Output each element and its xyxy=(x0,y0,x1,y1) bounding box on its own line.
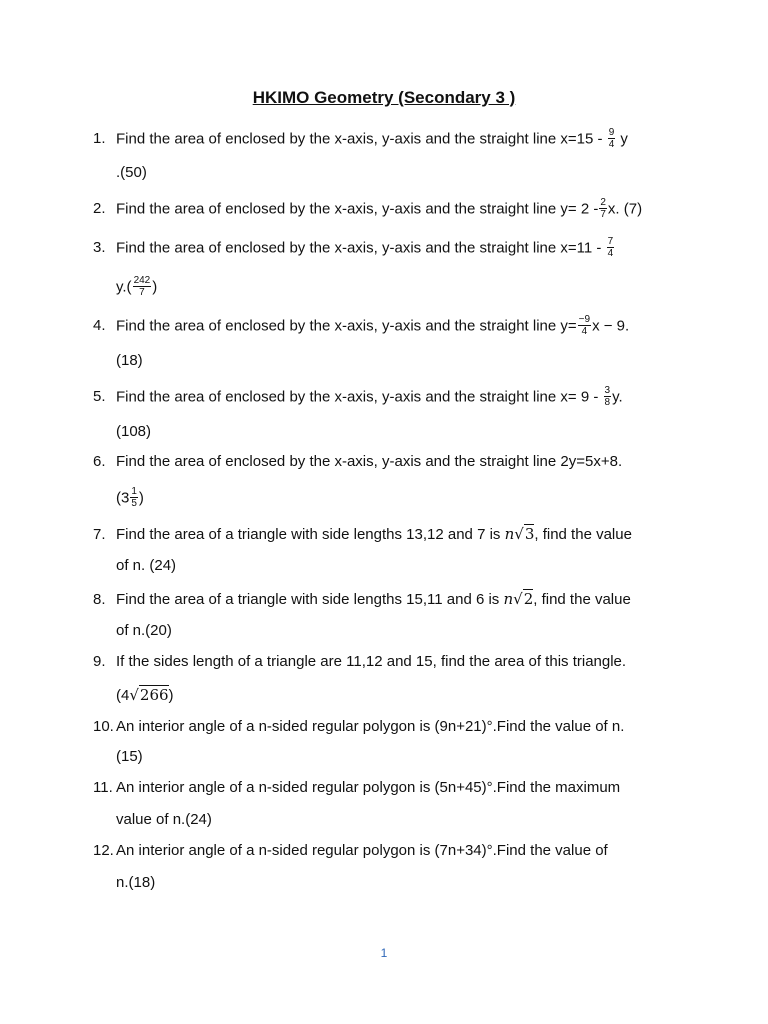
answer-7: of n. (24) xyxy=(116,557,177,574)
fraction: $\frac{9}{4}$ xyxy=(608,127,615,150)
fraction: $\frac{7}{4}$ xyxy=(607,236,614,259)
answer-9: (4√266) xyxy=(116,686,174,704)
question-12: 12. An interior angle of a n-sided regular polygon is (7n+34)°.Find the value of xyxy=(93,842,608,859)
question-number: 1. xyxy=(93,130,106,148)
answer-8: of n.(20) xyxy=(116,622,172,639)
answer-11: value of n.(24) xyxy=(116,811,212,828)
question-2: 2. Find the area of enclosed by the x-axis, y-axis and the straight line y= 2 - $\frac{2}{7}$ x. (7) xyxy=(93,197,643,220)
answer-12: n.(18) xyxy=(116,874,156,891)
question-8: 8. Find the area of a triangle with side lengths 15,11 and 6 is n√2, find the value xyxy=(93,590,631,608)
question-4: 4. Find the area of enclosed by the x-axis, y-axis and the straight line y= $\frac{-9}{4}$ x − 9. xyxy=(93,314,630,337)
fraction: $\frac{242}{7}$ xyxy=(133,275,151,298)
fraction: $\frac{2}{7}$ xyxy=(600,197,606,220)
question-1: 1. Find the area of enclosed by the x-axis, y-axis and the straight line x=15 - $\frac{9}{4}$ y xyxy=(93,127,628,150)
answer-4: (18) xyxy=(116,352,143,369)
question-5: 5. Find the area of enclosed by the x-axis, y-axis and the straight line x= 9 - $\frac{3}{8}$ y. xyxy=(93,385,623,408)
answer-6: (3 $\frac{1}{5}$ ) xyxy=(116,486,144,509)
document-title: HKIMO Geometry (Secondary 3 ) xyxy=(252,88,516,107)
question-3: 3. Find the area of enclosed by the x-axis, y-axis and the straight line x=11 - $\frac{7}{4}$ xyxy=(93,236,614,259)
question-9: 9. If the sides length of a triangle are 11,12 and 15, find the area of this triangle. xyxy=(93,653,627,670)
sqrt-icon: √ xyxy=(513,590,523,608)
answer-1: .(50) xyxy=(116,164,147,181)
sqrt-icon: √ xyxy=(514,525,524,543)
question-10: 10. An interior angle of a n-sided regular polygon is (9n+21)°.Find the value of n. xyxy=(93,718,625,735)
answer-10: (15) xyxy=(116,748,143,765)
fraction: $\frac{1}{5}$ xyxy=(131,486,137,509)
question-6: 6. Find the area of enclosed by the x-axis, y-axis and the straight line 2y=5x+8. xyxy=(93,453,623,470)
page-number: 1 xyxy=(380,946,388,960)
sqrt-icon: √ xyxy=(129,686,139,704)
question-7: 7. Find the area of a triangle with side lengths 13,12 and 7 is n√3, find the value xyxy=(93,525,632,543)
question-11: 11. An interior angle of a n-sided regular polygon is (5n+45)°.Find the maximum xyxy=(93,779,621,796)
answer-3: y.( $\frac{242}{7}$ ) xyxy=(116,275,158,298)
fraction: $\frac{-9}{4}$ xyxy=(578,314,591,337)
answer-5: (108) xyxy=(116,423,152,440)
fraction: $\frac{3}{8}$ xyxy=(604,385,611,408)
question-text: Find the area of enclosed by the x-axis, y-axis and the straight line x=15 - xyxy=(116,130,603,148)
